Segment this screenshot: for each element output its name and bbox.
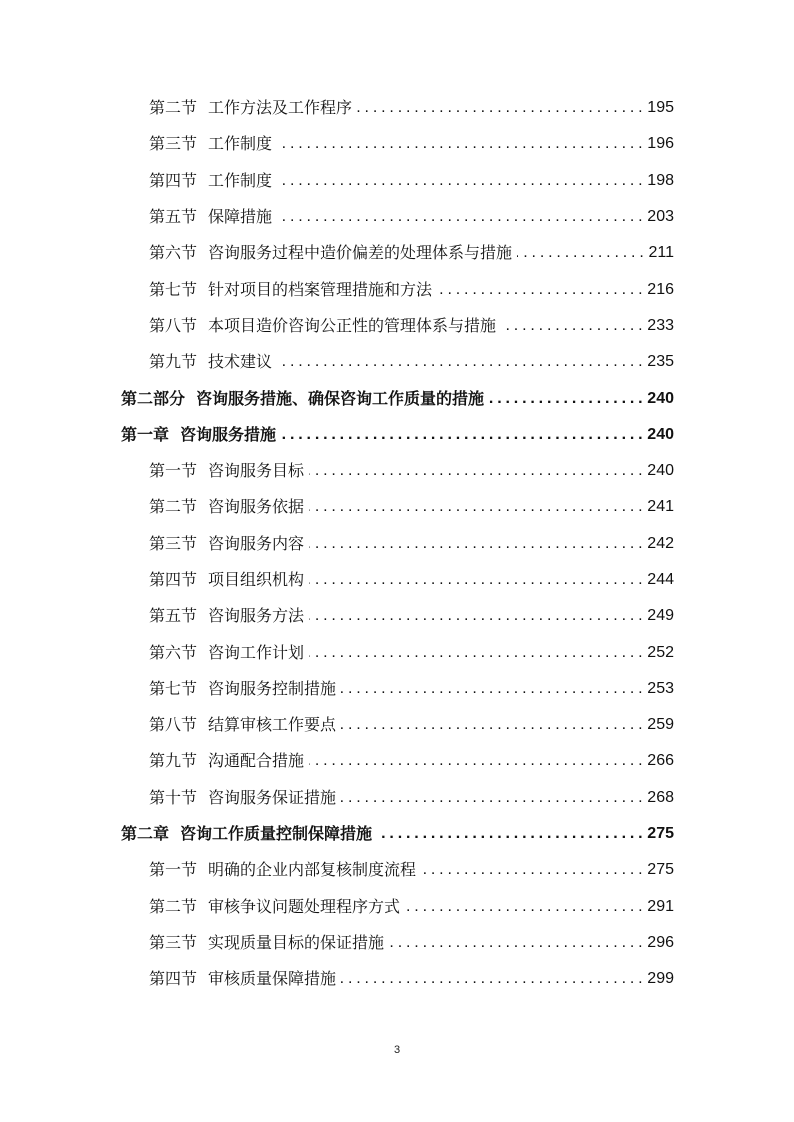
toc-entry-title: 咨询服务目标 bbox=[208, 461, 305, 481]
toc-dot-leader bbox=[309, 461, 642, 481]
toc-entry-title: 实现质量目标的保证措施 bbox=[208, 932, 385, 952]
toc-dot-leader bbox=[277, 171, 642, 191]
toc-entry-page: 259 bbox=[647, 716, 674, 734]
toc-entry-page: 253 bbox=[647, 679, 674, 697]
toc-entry-number: 第五节 bbox=[149, 207, 198, 227]
toc-section-entry[interactable] bbox=[149, 634, 674, 670]
toc-entry-title: 保障措施 bbox=[208, 207, 273, 227]
toc-dot-leader bbox=[309, 534, 642, 554]
toc-entry-page: 195 bbox=[647, 99, 674, 117]
toc-dot-leader bbox=[341, 715, 642, 735]
toc-dot-leader bbox=[377, 824, 642, 844]
toc-entry-page: 203 bbox=[647, 208, 674, 226]
toc-entry-title: 工作制度 bbox=[208, 170, 273, 190]
toc-entry-number: 第四节 bbox=[149, 570, 198, 589]
toc-entry-title: 针对项目的档案管理措施和方法 bbox=[208, 279, 433, 299]
toc-entry-page: 275 bbox=[647, 861, 674, 879]
toc-heading-entry[interactable] bbox=[121, 380, 674, 416]
toc-entry-page: 216 bbox=[647, 280, 674, 298]
toc-dot-leader bbox=[277, 207, 642, 227]
toc-section-entry[interactable] bbox=[149, 199, 674, 235]
toc-entry-title: 本项目造价咨询公正性的管理体系与措施 bbox=[208, 315, 497, 335]
toc-dot-leader bbox=[309, 497, 642, 517]
toc-entry-title: 咨询服务过程中造价偏差的处理体系与措施 bbox=[208, 243, 513, 263]
toc-entry-title: 咨询服务措施 bbox=[180, 424, 277, 444]
toc-heading-entry[interactable] bbox=[121, 417, 674, 453]
toc-entry-page: 241 bbox=[647, 498, 674, 516]
toc-entry-number: 第二节 bbox=[149, 896, 198, 916]
toc-dot-leader bbox=[405, 897, 642, 917]
toc-entry-page: 266 bbox=[647, 752, 674, 770]
toc-dot-leader bbox=[517, 243, 643, 263]
toc-entry-title: 结算审核工作要点 bbox=[208, 715, 337, 735]
toc-section-entry[interactable] bbox=[149, 780, 674, 816]
toc-dot-leader bbox=[501, 316, 642, 336]
toc-entry-title: 咨询服务措施、确保咨询工作质量的措施 bbox=[196, 388, 485, 408]
toc-dot-leader bbox=[309, 606, 642, 626]
toc-entry-title: 沟通配合措施 bbox=[208, 751, 305, 771]
toc-section-entry[interactable] bbox=[149, 163, 674, 199]
toc-entry-title: 工作方法及工作程序 bbox=[208, 98, 353, 118]
toc-entry-page: 242 bbox=[647, 534, 674, 552]
toc-entry-title: 咨询服务保证措施 bbox=[208, 787, 337, 807]
toc-entry-title: 项目组织机构 bbox=[208, 570, 305, 589]
toc-section-entry[interactable] bbox=[149, 453, 674, 489]
toc-entry-page: 240 bbox=[647, 389, 674, 407]
toc-entry-number: 第三节 bbox=[149, 932, 198, 952]
toc-section-entry[interactable] bbox=[149, 235, 674, 271]
toc-dot-leader bbox=[309, 643, 642, 663]
toc-entry-number: 第三节 bbox=[149, 533, 198, 553]
toc-entry-number: 第八节 bbox=[149, 715, 198, 735]
toc-entry-title: 审核争议问题处理程序方式 bbox=[208, 896, 401, 916]
toc-entry-page: 268 bbox=[647, 788, 674, 806]
toc-section-entry[interactable] bbox=[149, 90, 674, 126]
toc-entry-title: 工作制度 bbox=[208, 134, 273, 154]
toc-section-entry[interactable] bbox=[149, 961, 674, 997]
toc-entry-number: 第二部分 bbox=[121, 388, 186, 408]
toc-entry-page: 252 bbox=[647, 643, 674, 661]
toc-section-entry[interactable] bbox=[149, 526, 674, 562]
toc-entry-title: 咨询服务方法 bbox=[208, 606, 305, 626]
toc-entry-number: 第四节 bbox=[149, 969, 198, 989]
toc-section-entry[interactable] bbox=[149, 743, 674, 779]
toc-dot-leader bbox=[357, 98, 642, 118]
toc-entry-page: 211 bbox=[648, 244, 674, 262]
toc-entry-number: 第六节 bbox=[149, 243, 198, 263]
toc-entry-title: 咨询工作计划 bbox=[208, 642, 305, 662]
toc-section-entry[interactable] bbox=[149, 308, 674, 344]
toc-entry-number: 第四节 bbox=[149, 170, 198, 190]
toc-entry-number: 第七节 bbox=[149, 279, 198, 299]
toc-dot-leader bbox=[437, 280, 642, 300]
toc-dot-leader bbox=[341, 788, 642, 808]
toc-section-entry[interactable] bbox=[149, 126, 674, 162]
toc-dot-leader bbox=[421, 860, 642, 880]
toc-entry-number: 第十节 bbox=[149, 787, 198, 807]
toc-heading-entry[interactable] bbox=[121, 816, 674, 852]
toc-entry-title: 明确的企业内部复核制度流程 bbox=[208, 860, 417, 880]
toc-entry-number: 第八节 bbox=[149, 315, 198, 335]
toc-dot-leader bbox=[341, 969, 642, 989]
toc-dot-leader bbox=[281, 425, 642, 445]
toc-section-entry[interactable] bbox=[149, 562, 674, 598]
toc-entry-number: 第七节 bbox=[149, 678, 198, 698]
toc-entry-number: 第三节 bbox=[149, 134, 198, 154]
toc-entry-number: 第二节 bbox=[149, 497, 198, 517]
toc-entry-number: 第二节 bbox=[149, 98, 198, 118]
toc-entry-title: 技术建议 bbox=[208, 352, 273, 372]
toc-section-entry[interactable] bbox=[149, 707, 674, 743]
toc-entry-page: 244 bbox=[647, 571, 674, 588]
toc-section-entry[interactable] bbox=[149, 598, 674, 634]
toc-entry-title: 咨询服务依据 bbox=[208, 497, 305, 517]
toc-entry-page: 233 bbox=[647, 316, 674, 334]
toc-entry-title: 咨询服务控制措施 bbox=[208, 678, 337, 698]
toc-entry-page: 240 bbox=[647, 425, 674, 443]
toc-entry-title: 审核质量保障措施 bbox=[208, 969, 337, 989]
toc-section-entry[interactable] bbox=[149, 671, 674, 707]
toc-entry-page: 299 bbox=[647, 970, 674, 988]
table-of-contents bbox=[0, 90, 794, 997]
toc-section-entry[interactable] bbox=[149, 925, 674, 961]
toc-section-entry[interactable] bbox=[149, 489, 674, 525]
toc-dot-leader bbox=[309, 570, 642, 590]
toc-entry-title: 咨询工作质量控制保障措施 bbox=[180, 824, 373, 844]
toc-entry-page: 296 bbox=[647, 933, 674, 951]
toc-entry-page: 198 bbox=[647, 171, 674, 189]
toc-entry-page: 235 bbox=[647, 353, 674, 371]
toc-entry-number: 第九节 bbox=[149, 352, 198, 372]
toc-entry-page: 240 bbox=[647, 462, 674, 480]
toc-dot-leader bbox=[341, 679, 642, 699]
toc-entry-title: 咨询服务内容 bbox=[208, 533, 305, 553]
toc-dot-leader bbox=[277, 352, 642, 372]
toc-section-entry[interactable] bbox=[149, 852, 674, 888]
toc-entry-number: 第一章 bbox=[121, 424, 170, 444]
toc-entry-number: 第一节 bbox=[149, 461, 198, 481]
toc-entry-number: 第二章 bbox=[121, 824, 170, 844]
toc-entry-number: 第六节 bbox=[149, 642, 198, 662]
toc-dot-leader bbox=[489, 389, 642, 409]
toc-section-entry[interactable] bbox=[149, 344, 674, 380]
toc-dot-leader bbox=[309, 751, 642, 771]
toc-dot-leader bbox=[389, 933, 642, 953]
toc-entry-number: 第九节 bbox=[149, 751, 198, 771]
toc-section-entry[interactable] bbox=[149, 889, 674, 925]
toc-entry-page: 196 bbox=[647, 135, 674, 153]
page-number: 3 bbox=[393, 1044, 401, 1056]
toc-entry-page: 249 bbox=[647, 607, 674, 625]
toc-dot-leader bbox=[277, 134, 642, 154]
toc-entry-page: 275 bbox=[647, 825, 674, 843]
toc-entry-number: 第五节 bbox=[149, 606, 198, 626]
toc-entry-number: 第一节 bbox=[149, 860, 198, 880]
toc-entry-page: 291 bbox=[647, 897, 674, 915]
toc-section-entry[interactable] bbox=[149, 271, 674, 307]
